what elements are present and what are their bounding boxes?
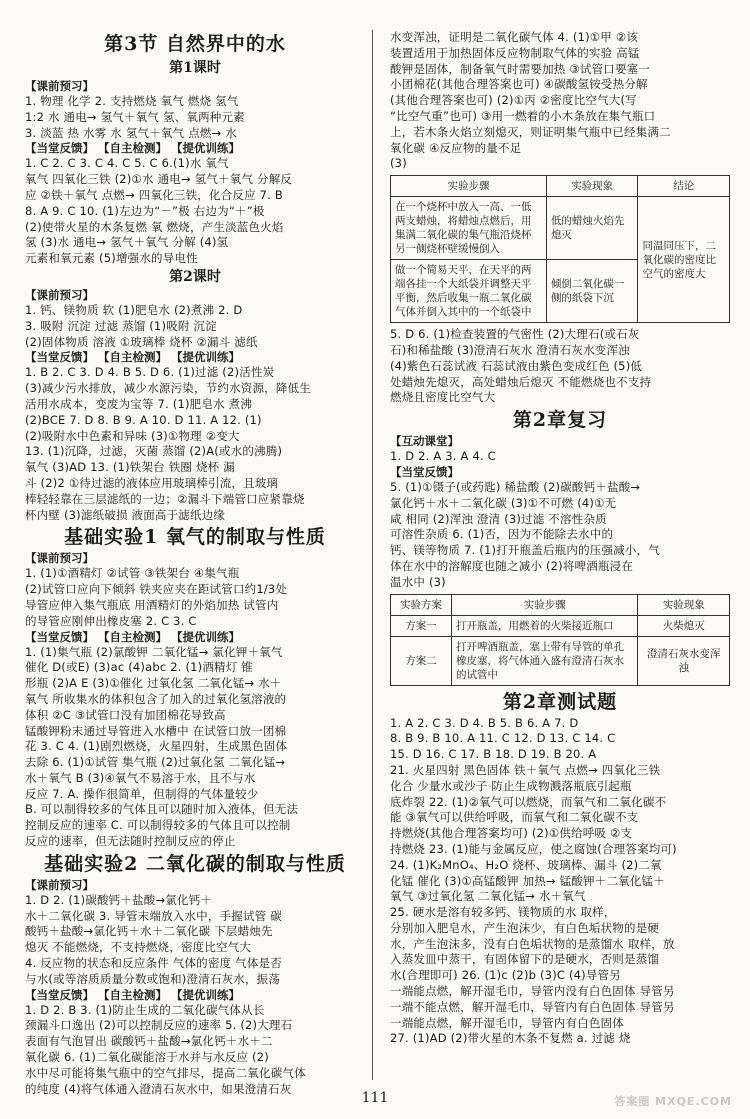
answer-line: 5. D 6. (1)检查装置的气密性 (2)大理石(或石灰 bbox=[390, 327, 640, 342]
section-tag: 【课前预习】 bbox=[25, 287, 94, 302]
section-tag: 【课前预习】 bbox=[25, 551, 94, 566]
answer-line: 石)和稀盐酸 (3)澄清石灰水 澄清石灰水变浑浊 bbox=[390, 342, 630, 357]
answer-line: 氧气 所收集水的体积包含了加入的过氧化氢溶液的 bbox=[25, 691, 287, 706]
table1-cell: 在一个烧杯中放入一高、一低两支蜡烛，将蜡烛点燃后，用集满二氧化碳的集气瓶沿烧杯另一侧烧杯壁缓慢倒入 bbox=[391, 197, 547, 260]
answer-line: 水中尽可能将集气瓶中的空气排尽，提高二氧化碳气体 bbox=[25, 1065, 306, 1080]
answer-line: B. 可以制得较多的气体且可以随时加入液体，但无法 bbox=[25, 802, 299, 817]
section-tag: 【当堂反馈】 【自主检测】 【提优训练】 bbox=[25, 141, 241, 156]
table1-header: 结论 bbox=[638, 176, 730, 197]
answer-line: 氧化碳 6. (1)二氧化碳能溶于水并与水反应 (2) bbox=[25, 1050, 269, 1065]
answer-line: 8. A 9. C 10. (1)左边为“－”极 右边为“＋”极 bbox=[25, 203, 265, 218]
answer-line: 表面有气泡冒出 碳酸钙＋盐酸→氯化钙＋水＋二 bbox=[25, 1034, 273, 1049]
answer-line: 咸 相同 (2)浑浊 澄清 (3)过滤 不溶性杂质 bbox=[390, 511, 607, 526]
answer-line: 氯化钙＋水＋二氧化碳 (3)①不可燃 (4)①无 bbox=[390, 495, 617, 510]
answer-line: 氧气 ③过氧化氢 二氧化锰→ 水＋氧气 bbox=[390, 889, 586, 904]
answer-line: 3. 吸附 沉淀 过滤 蒸馏 (1)吸附 沉淀 bbox=[25, 318, 217, 333]
answer-line: 钙、镁等物质 7. (1)打开瓶盖后瓶内的压强减小，气 bbox=[390, 543, 660, 558]
table2-header: 实验方案 bbox=[391, 594, 452, 615]
answer-line: 催化 D(或E) (3)ac (4)abc 2. (1)酒精灯 锥 bbox=[25, 660, 254, 675]
table2-cell: 打开啤酒瓶盖，塞上带有导管的单孔橡皮塞，将气体通入盛有澄清石灰水的试管中 bbox=[452, 636, 638, 685]
section-title: 第2章复习 bbox=[512, 409, 608, 432]
section-tag: 【当堂反馈】 【自主检测】 【提优训练】 bbox=[25, 350, 241, 365]
right-bottom-block bbox=[390, 690, 730, 1048]
table1-conclusion: 同温同压下，二氧化碳的密度比空气的密度大 bbox=[638, 197, 730, 323]
column-divider bbox=[372, 30, 373, 1080]
answer-line: 化锰 催化 (3)①高锰酸钾 加热→ 锰酸钾＋二氧化锰＋ bbox=[390, 873, 665, 888]
answer-line: 一端能点燃，解开湿毛巾，导管内没有白色固体 导管另 bbox=[390, 984, 675, 999]
table2-cell: 方案一 bbox=[391, 615, 452, 636]
answer-line: 体在水中的溶解度也随之减小 (2)将啤酒瓶浸在 bbox=[390, 558, 634, 573]
right-top-block bbox=[390, 30, 730, 172]
table2-cell: 方案二 bbox=[391, 636, 452, 685]
answer-line: 控制反应的速率 C. 可以制得较多的气体且可以控制 bbox=[25, 818, 291, 833]
answer-line: 反应 7. A. 操作很简单，但制得的气体量较少 bbox=[25, 786, 259, 801]
table1-header: 实验现象 bbox=[546, 176, 638, 197]
table1-cell: 倾倒二氧化碳一侧的纸袋下沉 bbox=[546, 260, 638, 323]
answer-line: “比空气重”也可) ③用一燃着的小木条放在集气瓶口 bbox=[390, 108, 656, 123]
answer-line: 水＋氧气 B (3)④氧气不易溶于水，且不与水 bbox=[25, 770, 256, 785]
answer-line: 1. (1)①酒精灯 ②试管 ③铁架台 ④集气瓶 bbox=[25, 566, 240, 581]
experiment-table-1 bbox=[390, 175, 730, 323]
watermark: 答案圈 MXQE.COM bbox=[614, 1095, 732, 1108]
answer-line: 13. (1)沉降，过滤，灭菌 蒸馏 (2)A(或水的沸腾) bbox=[25, 444, 283, 459]
table1-cell: 做一个简易天平，在天平的两端各挂一个大纸袋并调整天平平衡，然后收集一瓶二氧化碳气体并倒入其中的一个纸袋中 bbox=[391, 260, 547, 323]
page-number: 111 bbox=[361, 1090, 389, 1106]
answer-line: (2)BCE 7. D 8. B 9. A 10. D 11. A 12. (1) bbox=[25, 412, 262, 427]
answer-line: 氧气 (3)AD 13. (1)铁架台 铁圈 烧杯 漏 bbox=[25, 460, 235, 475]
section-tag: 【互动课堂】 bbox=[390, 434, 459, 449]
section-title: 基础实验2 二氧化碳的制取与性质 bbox=[44, 852, 346, 875]
answer-line: 杯内壁 (3)滤纸破损 液面高于滤纸边缘 bbox=[25, 507, 226, 522]
answer-line: 25. 硬水是溶有较多钙、镁物质的水 取样， bbox=[390, 905, 616, 920]
answer-line: 燃烧且密度比空气大 bbox=[390, 390, 496, 405]
answer-line: 导管应伸入集气瓶底 用酒精灯的外焰加热 试管内 bbox=[25, 597, 279, 612]
table2-cell: 火柴熄灭 bbox=[638, 615, 730, 636]
answer-line: 熄灭 不能燃烧，不支持燃烧，密度比空气大 bbox=[25, 940, 252, 955]
answer-line: 氢 (3)水 通电→ 氢气＋氧气 分解 (4)氢 bbox=[25, 235, 229, 250]
right-column bbox=[390, 30, 730, 1047]
section-title: 第3节 自然界中的水 bbox=[104, 33, 286, 55]
answer-line: 一端不能点燃，解开湿毛巾，导管内有白色固体 导管另 bbox=[390, 999, 675, 1014]
answer-line: (3) bbox=[390, 156, 407, 171]
answer-line: 斗 (2)2 ①待过滤的液体应用玻璃棒引流，且玻璃 bbox=[25, 475, 279, 490]
answer-line: 1. 钙、镁物质 软 (1)肥皂水 (2)煮沸 2. D bbox=[25, 302, 243, 317]
answer-line: 1. A 2. C 3. D 4. B 5. B 6. A 7. D bbox=[390, 715, 579, 730]
answer-line: 水＋二氧化碳 3. 导管末端放入水中，手握试管 碳 bbox=[25, 908, 282, 923]
answer-line: 的纯度 (4)将气体通入澄清石灰水中，如果澄清石灰 bbox=[25, 1081, 292, 1096]
answer-line: 1. B 2. C 3. D 4. B 5. D 6. (1)过滤 (2)活性炭 bbox=[25, 365, 275, 380]
left-column bbox=[25, 30, 365, 1097]
answer-line: 花 3. C 4. (1)剧烈燃烧，火星四射，生成黑色固体 bbox=[25, 739, 288, 754]
table2-header: 实验步骤 bbox=[452, 594, 638, 615]
answer-line: 1:2 水 通电→ 氢气＋氧气 氢、氧两种元素 bbox=[25, 109, 245, 124]
answer-line: 上，若木条火焰立刻熄灭，则证明集气瓶中已经集满二 bbox=[390, 124, 671, 139]
section-tag: 【当堂反馈】 bbox=[390, 464, 459, 479]
section-title: 基础实验1 氧气的制取与性质 bbox=[64, 526, 326, 549]
answer-line: 温水中 (3) bbox=[390, 574, 446, 589]
answer-line: 氧化碳 ④反应物的量不足 bbox=[390, 140, 522, 155]
answer-line: 能 ③氧气可以供给呼吸，而氧气和二氧化碳不支 bbox=[390, 810, 639, 825]
answer-line: 的导管应刚伸出橡皮塞 2. C 3. C bbox=[25, 613, 197, 628]
table1-header: 实验步骤 bbox=[391, 176, 547, 197]
answer-line: 反应的速率，但无法随时控制反应的停止 bbox=[25, 834, 236, 849]
answer-line: 棒轻轻靠在三层滤纸的一边；②漏斗下端管口应紧靠烧 bbox=[25, 491, 305, 506]
answer-line: (2)固体物质 溶液 ①玻璃棒 烧杯 ②漏斗 滤纸 bbox=[25, 334, 258, 349]
answer-line: 酸钙＋盐酸→氯化钙＋水＋二氧化碳 下层蜡烛先 bbox=[25, 924, 273, 939]
answer-line: 1. D 2. (1)碳酸钙＋盐酸→氯化钙＋ bbox=[25, 892, 213, 907]
answer-line: 1. D 2. B 3. (1)防止生成的二氧化碳气体从长 bbox=[25, 1002, 265, 1017]
answer-line: 持燃烧(其他合理答案均可) (2)①供给呼吸 ②支 bbox=[390, 826, 633, 841]
answer-line: 分别加入肥皂水，产生泡沫少，有白色垢状物的是硬 bbox=[390, 920, 660, 935]
answer-line: 5. (1)①镊子(或药匙) 稀盐酸 (2)碳酸钙＋盐酸→ bbox=[390, 479, 641, 494]
answer-line: 去除 6. (1)①试管 集气瓶 (2)过氧化氢 二氧化锰→ bbox=[25, 755, 286, 770]
answer-line: 氧气 四氧化三铁 (2)①水 通电→ 氢气＋氧气 分解反 bbox=[25, 172, 293, 187]
lesson-title: 第2课时 bbox=[169, 268, 221, 285]
section-tag: 【课前预习】 bbox=[25, 877, 94, 892]
answer-line: (2)试管口应向下倾斜 铁夹应夹在距试管口约1/3处 bbox=[25, 582, 288, 597]
table1-cell: 低的蜡烛火焰先熄灭 bbox=[546, 197, 638, 260]
answer-line: 持燃烧 23. (1)能与金属反应，使之腐蚀(合理答案均可) bbox=[390, 841, 677, 856]
section-tag: 【当堂反馈】 【自主检测】 【提优训练】 bbox=[25, 987, 241, 1002]
answer-line: 24. (1)K₂MnO₄、H₂O 烧杯、玻璃棒、漏斗 (2)二氧 bbox=[390, 857, 662, 872]
answer-line: 应 ②铁＋氧气 点燃→ 四氧化三铁，化合反应 7. B bbox=[25, 187, 283, 202]
answer-line: (2)使带火星的木条复燃 氧 燃烧，产生淡蓝色火焰 bbox=[25, 219, 284, 234]
answer-line: 21. 火星四射 黑色固体 铁＋氧气 点燃→ 四氧化三铁 bbox=[390, 762, 661, 777]
answer-line: 水，产生泡沫多，没有白色垢状物的是蒸馏水 取样，放 bbox=[390, 936, 675, 951]
answer-line: 活用水成本，变废为宝等 7. (1)肥皂水 煮沸 bbox=[25, 396, 253, 411]
section-title: 第2章测试题 bbox=[502, 690, 618, 713]
answer-line: 1. C 2. C 3. C 4. C 5. C 6.(1)水 氧气 bbox=[25, 156, 229, 171]
answer-line: (3)减少污水排放，减少水源污染，节约水资源，降低生 bbox=[25, 381, 311, 396]
right-middle-block bbox=[390, 327, 730, 590]
experiment-table-2 bbox=[390, 594, 730, 686]
answer-line: 酸钾是固体，制备氧气时需要加热 ③试管口要塞一 bbox=[390, 61, 651, 76]
answer-line: 与水(或等溶质质量分数或饱和)澄清石灰水，振荡 bbox=[25, 971, 281, 986]
answer-line: 1. 物理 化学 2. 支持燃烧 氧气 燃烧 氢气 bbox=[25, 94, 239, 108]
answer-line: 锰酸钾粉末通过导管进入水槽中 在试管口放一团棉 bbox=[25, 723, 287, 738]
answer-line: 27. (1)AD (2)带火星的木条不复燃 a. 过滤 烧 bbox=[390, 1031, 631, 1046]
answer-line: 入蒸发皿中蒸干，有固体留下的是硬水，否则是蒸馏 bbox=[390, 952, 660, 967]
answer-line: 15. D 16. C 17. B 18. D 19. B 20. A bbox=[390, 747, 597, 762]
answer-line: 处蜡烛先熄灭，高处蜡烛后熄灭 不能燃烧也不支持 bbox=[390, 374, 652, 389]
table2-header: 实验现象 bbox=[638, 594, 730, 615]
answer-line: 体积 ②C ③试管口没有加团棉花导致高 bbox=[25, 707, 226, 722]
answer-line: 化合 少量水或沙子 防止生成物溅落瓶底引起瓶 bbox=[390, 778, 632, 793]
answer-line: 一端能点燃，解开湿毛巾，导管内有白色固体 bbox=[390, 1015, 624, 1030]
section-tag: 【课前预习】 bbox=[25, 79, 94, 93]
answer-line: 元素和氧元素 (5)增强水的导电性 bbox=[25, 251, 198, 266]
answer-line: 形瓶 (2)A E (3)①催化 过氧化氢 二氧化锰→ 水＋ bbox=[25, 676, 282, 691]
answer-line: (2)吸附水中色素和异味 (3)①物理 ②变大 bbox=[25, 428, 240, 443]
table2-cell: 打开瓶盖，用燃着的火柴接近瓶口 bbox=[452, 615, 638, 636]
answer-line: 颈漏斗口逸出 (2)可以控制反应的速率 5. (2)大理石 bbox=[25, 1018, 293, 1033]
answer-line: 8. B 9. B 10. A 11. C 12. D 13. C 14. C bbox=[390, 731, 616, 746]
answer-line: 1. D 2. A 3. A 4. C bbox=[390, 449, 496, 464]
section-tag: 【当堂反馈】 【自主检测】 【提优训练】 bbox=[25, 629, 241, 644]
answer-line: 可溶性杂质 6. (1)否，因为不能除去水中的 bbox=[390, 527, 614, 542]
answer-line: 水(合理即可) 26. (1)c (2)b (3)C (4)导管另 bbox=[390, 968, 621, 983]
answer-line: 3. 淡蓝 热 水雾 水 氢气＋氧气 点燃→ 水 bbox=[25, 125, 237, 140]
answer-line: (4)紫色石蕊试液 石蕊试液由紫色变成红色 (5)低 bbox=[390, 358, 643, 373]
answer-line: 4. 反应物的状态和反应条件 气体的密度 气体是否 bbox=[25, 956, 282, 971]
answer-line: (其他合理答案也可) (2)①丙 ②密度比空气大(写 bbox=[390, 93, 637, 108]
answer-line: 1. (1)集气瓶 (2)氯酸钾 二氧化锰→ 氯化钾＋氧气 bbox=[25, 644, 283, 659]
answer-line: 底炸裂 22. (1)②氧气可以燃烧，而氧气和二氧化碳不 bbox=[390, 794, 667, 809]
table2-cell: 澄清石灰水变浑浊 bbox=[638, 636, 730, 685]
lesson-title: 第1课时 bbox=[169, 60, 221, 76]
answer-line: 装置适用于加热固体反应物制取气体的实验 高锰 bbox=[390, 45, 640, 60]
answer-line: 小团棉花(其他合理答案也可) ④碳酸氢铵受热分解 bbox=[390, 77, 648, 92]
answer-line: 水变浑浊，证明是二氧化碳气体 4. (1)①甲 ②该 bbox=[390, 30, 639, 44]
